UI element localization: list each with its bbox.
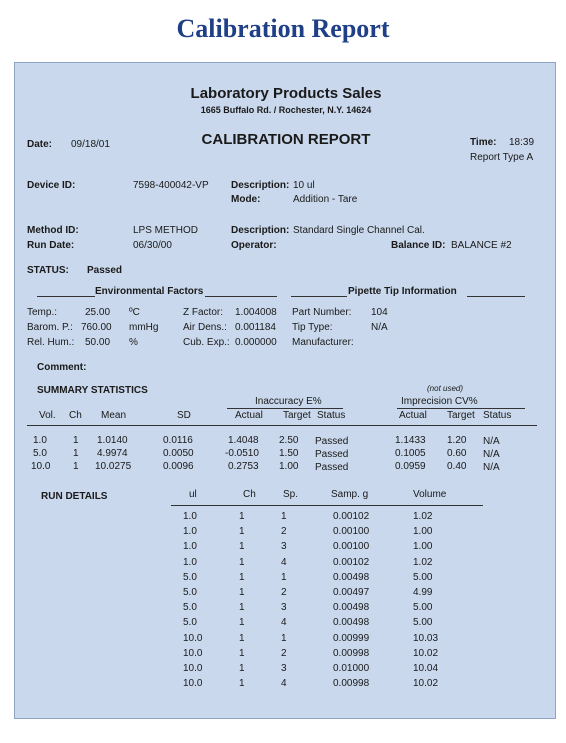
description2-label: Description: (231, 225, 290, 236)
temp-unit: ºC (129, 307, 140, 318)
run-cell: 1 (239, 602, 245, 614)
summary-heading: SUMMARY STATISTICS (37, 385, 148, 396)
cub-exp-value: 0.000000 (235, 337, 277, 348)
summary-cell: 1 (73, 448, 79, 459)
run-cell: 0.00998 (333, 678, 370, 690)
run-cell: 10.04 (413, 663, 439, 674)
run-cell: 0.00998 (333, 647, 370, 659)
run-cell: 0.00498 (333, 617, 370, 629)
run-cell: 10.0 (183, 663, 203, 674)
part-number-value: 104 (371, 307, 388, 318)
run-cell: 1 (239, 663, 245, 674)
summary-header-row (15, 410, 557, 424)
summary-cell: 1.50 (279, 448, 299, 459)
run-details-heading: RUN DETAILS (41, 491, 108, 502)
run-cell: 2 (281, 647, 287, 659)
hum-label: Rel. Hum.: (27, 337, 75, 348)
env-rule-right (205, 296, 277, 297)
run-cell: 3 (281, 663, 287, 674)
part-number-label: Part Number: (292, 307, 352, 318)
summary-cell: N/A (483, 449, 500, 460)
run-cell: 0.00100 (333, 541, 370, 553)
time-value: 18:39 (509, 137, 535, 148)
run-cell: 0.00497 (333, 587, 370, 598)
pipette-rule-right (467, 296, 525, 297)
barom-unit: mmHg (129, 322, 159, 333)
description-label: Description: (231, 180, 290, 191)
run-header: Volume (413, 489, 447, 500)
run-cell: 2 (281, 526, 287, 538)
run-cell: 1 (239, 617, 245, 629)
inaccuracy-rule (227, 408, 343, 409)
manufacturer-label: Manufacturer: (292, 337, 354, 348)
run-cell: 5.0 (183, 617, 197, 629)
summary-cell: 1 (73, 435, 79, 446)
run-cell: 4 (281, 617, 287, 629)
summary-cell: Passed (315, 436, 349, 447)
summary-cell: 0.0116 (163, 435, 193, 446)
run-cell: 1 (239, 511, 245, 522)
run-cell: 1.0 (183, 556, 197, 568)
run-date-value: 06/30/00 (133, 240, 172, 251)
run-cell: 0.00999 (333, 632, 370, 644)
run-cell: 1 (281, 571, 287, 583)
inaccuracy-heading: Inaccuracy E% (255, 396, 322, 407)
env-rule-left (37, 296, 95, 297)
device-id-value: 7598-400042-VP (133, 180, 209, 191)
description2-value: Standard Single Channel Cal. (293, 225, 425, 236)
report-panel (14, 62, 556, 719)
summary-header: SD (177, 410, 191, 421)
method-id-value: LPS METHOD (133, 225, 199, 236)
cub-exp-label: Cub. Exp.: (183, 337, 230, 348)
date-label: Date: (27, 139, 53, 150)
run-row (15, 511, 557, 525)
summary-cell: 1.0 (33, 435, 47, 446)
summary-cell: 0.0959 (395, 461, 426, 472)
run-cell: 1 (281, 632, 287, 644)
run-date-label: Run Date: (27, 240, 75, 251)
run-cell: 1.0 (183, 541, 197, 553)
run-cell: 5.00 (413, 602, 433, 614)
summary-header: Target (447, 410, 475, 421)
summary-header: Status (483, 410, 512, 421)
run-header: Ch (243, 489, 256, 500)
run-row (15, 557, 557, 571)
status-label: STATUS: (27, 265, 69, 276)
run-cell: 1 (239, 526, 245, 538)
summary-cell: 1 (73, 461, 79, 472)
air-dens-label: Air Dens.: (183, 322, 227, 333)
run-cell: 10.0 (183, 632, 203, 644)
run-cell: 10.02 (413, 647, 439, 659)
operator-label: Operator: (231, 240, 277, 251)
summary-cell: 4.9974 (97, 448, 128, 459)
report-type: Report Type A (470, 152, 534, 163)
summary-header: Status (317, 410, 346, 421)
description-value: 10 ul (293, 180, 315, 191)
summary-cell: 0.2753 (228, 461, 259, 472)
run-row (15, 678, 557, 692)
summary-header-rule (27, 425, 537, 426)
run-row (15, 633, 557, 647)
summary-row (15, 461, 557, 475)
summary-cell: 0.0050 (163, 448, 194, 459)
summary-cell: 2.50 (279, 435, 299, 446)
run-cell: 3 (281, 541, 287, 553)
hum-unit: % (129, 337, 138, 348)
summary-cell: N/A (483, 436, 500, 447)
run-row (15, 587, 557, 601)
not-used-note: (not used) (427, 384, 464, 393)
company-address: 1665 Buffalo Rd. / Rochester, N.Y. 14624 (200, 105, 372, 115)
device-id-label: Device ID: (27, 180, 76, 191)
run-cell: 1 (281, 511, 287, 522)
summary-row (15, 435, 557, 449)
comment-label: Comment: (37, 362, 87, 373)
run-cell: 10.03 (413, 632, 439, 644)
summary-cell: 10.0275 (95, 461, 132, 472)
summary-header: Vol. (39, 410, 56, 421)
date-value: 09/18/01 (71, 139, 110, 150)
run-cell: 3 (281, 602, 287, 614)
run-cell: 1 (239, 556, 245, 568)
summary-cell: 1.0140 (97, 435, 128, 446)
run-cell: 1.00 (413, 541, 433, 553)
run-cell: 1.0 (183, 526, 197, 538)
run-cell: 5.00 (413, 617, 433, 629)
summary-header: Mean (101, 410, 127, 421)
run-row (15, 602, 557, 616)
z-factor-value: 1.004008 (235, 307, 277, 318)
run-cell: 0.00102 (333, 556, 370, 568)
summary-header: Actual (235, 410, 263, 421)
report-heading: CALIBRATION REPORT (201, 131, 371, 148)
summary-cell: 0.60 (447, 448, 467, 459)
run-cell: 4.99 (413, 587, 433, 598)
run-cell: 10.02 (413, 678, 439, 690)
summary-cell: Passed (315, 462, 349, 473)
method-id-label: Method ID: (27, 225, 79, 236)
summary-cell: 0.40 (447, 461, 467, 472)
run-cell: 0.00498 (333, 571, 370, 583)
run-header: Sp. (283, 489, 299, 500)
summary-cell: 1.20 (447, 435, 467, 446)
summary-cell: -0.0510 (225, 448, 259, 459)
summary-cell: 0.0096 (163, 461, 194, 472)
summary-cell: 1.1433 (395, 435, 426, 446)
run-cell: 0.00100 (333, 526, 370, 538)
mode-label: Mode: (231, 194, 261, 205)
balance-id-label: Balance ID: (391, 240, 446, 251)
run-header-rule (171, 505, 483, 506)
run-row (15, 572, 557, 586)
run-row (15, 541, 557, 555)
env-heading: Environmental Factors (95, 286, 204, 297)
barom-label: Barom. P.: (27, 322, 73, 333)
run-cell: 1 (239, 571, 245, 583)
run-cell: 1.02 (413, 511, 433, 522)
barom-value: 760.00 (81, 322, 112, 333)
company-name: Laboratory Products Sales (190, 85, 382, 102)
run-cell: 1 (239, 678, 245, 690)
run-cell: 0.00498 (333, 602, 370, 614)
time-label: Time: (470, 137, 497, 148)
run-cell: 10.0 (183, 678, 203, 690)
tip-type-label: Tip Type: (292, 322, 333, 333)
imprecision-heading: Imprecision CV% (401, 396, 478, 407)
run-cell: 0.01000 (333, 663, 370, 674)
run-cell: 5.0 (183, 602, 197, 614)
run-cell: 1.02 (413, 556, 433, 568)
mode-value: Addition - Tare (293, 194, 358, 205)
run-cell: 1.0 (183, 511, 197, 522)
temp-label: Temp.: (27, 307, 58, 318)
run-cell: 2 (281, 587, 287, 598)
air-dens-value: 0.001184 (235, 322, 276, 333)
pipette-heading: Pipette Tip Information (348, 286, 457, 297)
run-cell: 1 (239, 632, 245, 644)
imprecision-rule (397, 408, 525, 409)
run-header: Samp. g (331, 489, 369, 500)
balance-id-value: BALANCE #2 (451, 240, 512, 251)
hum-value: 50.00 (85, 337, 111, 348)
page-title: Calibration Report (176, 14, 390, 43)
summary-header: Target (283, 410, 311, 421)
run-cell: 5.00 (413, 571, 433, 583)
run-row (15, 648, 557, 662)
summary-cell: 1.00 (279, 461, 299, 472)
summary-row (15, 448, 557, 462)
run-cell: 1 (239, 587, 245, 598)
run-cell: 4 (281, 678, 287, 690)
summary-cell: 0.1005 (395, 448, 426, 459)
run-cell: 1 (239, 647, 245, 659)
run-cell: 10.0 (183, 647, 203, 659)
run-cell: 5.0 (183, 571, 197, 583)
summary-cell: N/A (483, 462, 500, 473)
run-cell: 1 (239, 541, 245, 553)
run-row (15, 617, 557, 631)
summary-header: Ch (69, 410, 82, 421)
temp-value: 25.00 (85, 307, 111, 318)
z-factor-label: Z Factor: (183, 307, 224, 318)
summary-cell: Passed (315, 449, 349, 460)
run-cell: 4 (281, 556, 287, 568)
run-row (15, 526, 557, 540)
run-cell: 1.00 (413, 526, 433, 538)
tip-type-value: N/A (371, 322, 388, 333)
summary-cell: 1.4048 (228, 435, 259, 446)
status-value: Passed (87, 265, 123, 276)
summary-header: Actual (399, 410, 427, 421)
run-header-row (15, 489, 557, 503)
run-cell: 0.00102 (333, 511, 370, 522)
summary-cell: 5.0 (33, 448, 47, 459)
summary-cell: 10.0 (31, 461, 51, 472)
run-cell: 5.0 (183, 587, 197, 598)
run-header: ul (189, 489, 197, 500)
pipette-rule-left (291, 296, 347, 297)
run-row (15, 663, 557, 677)
